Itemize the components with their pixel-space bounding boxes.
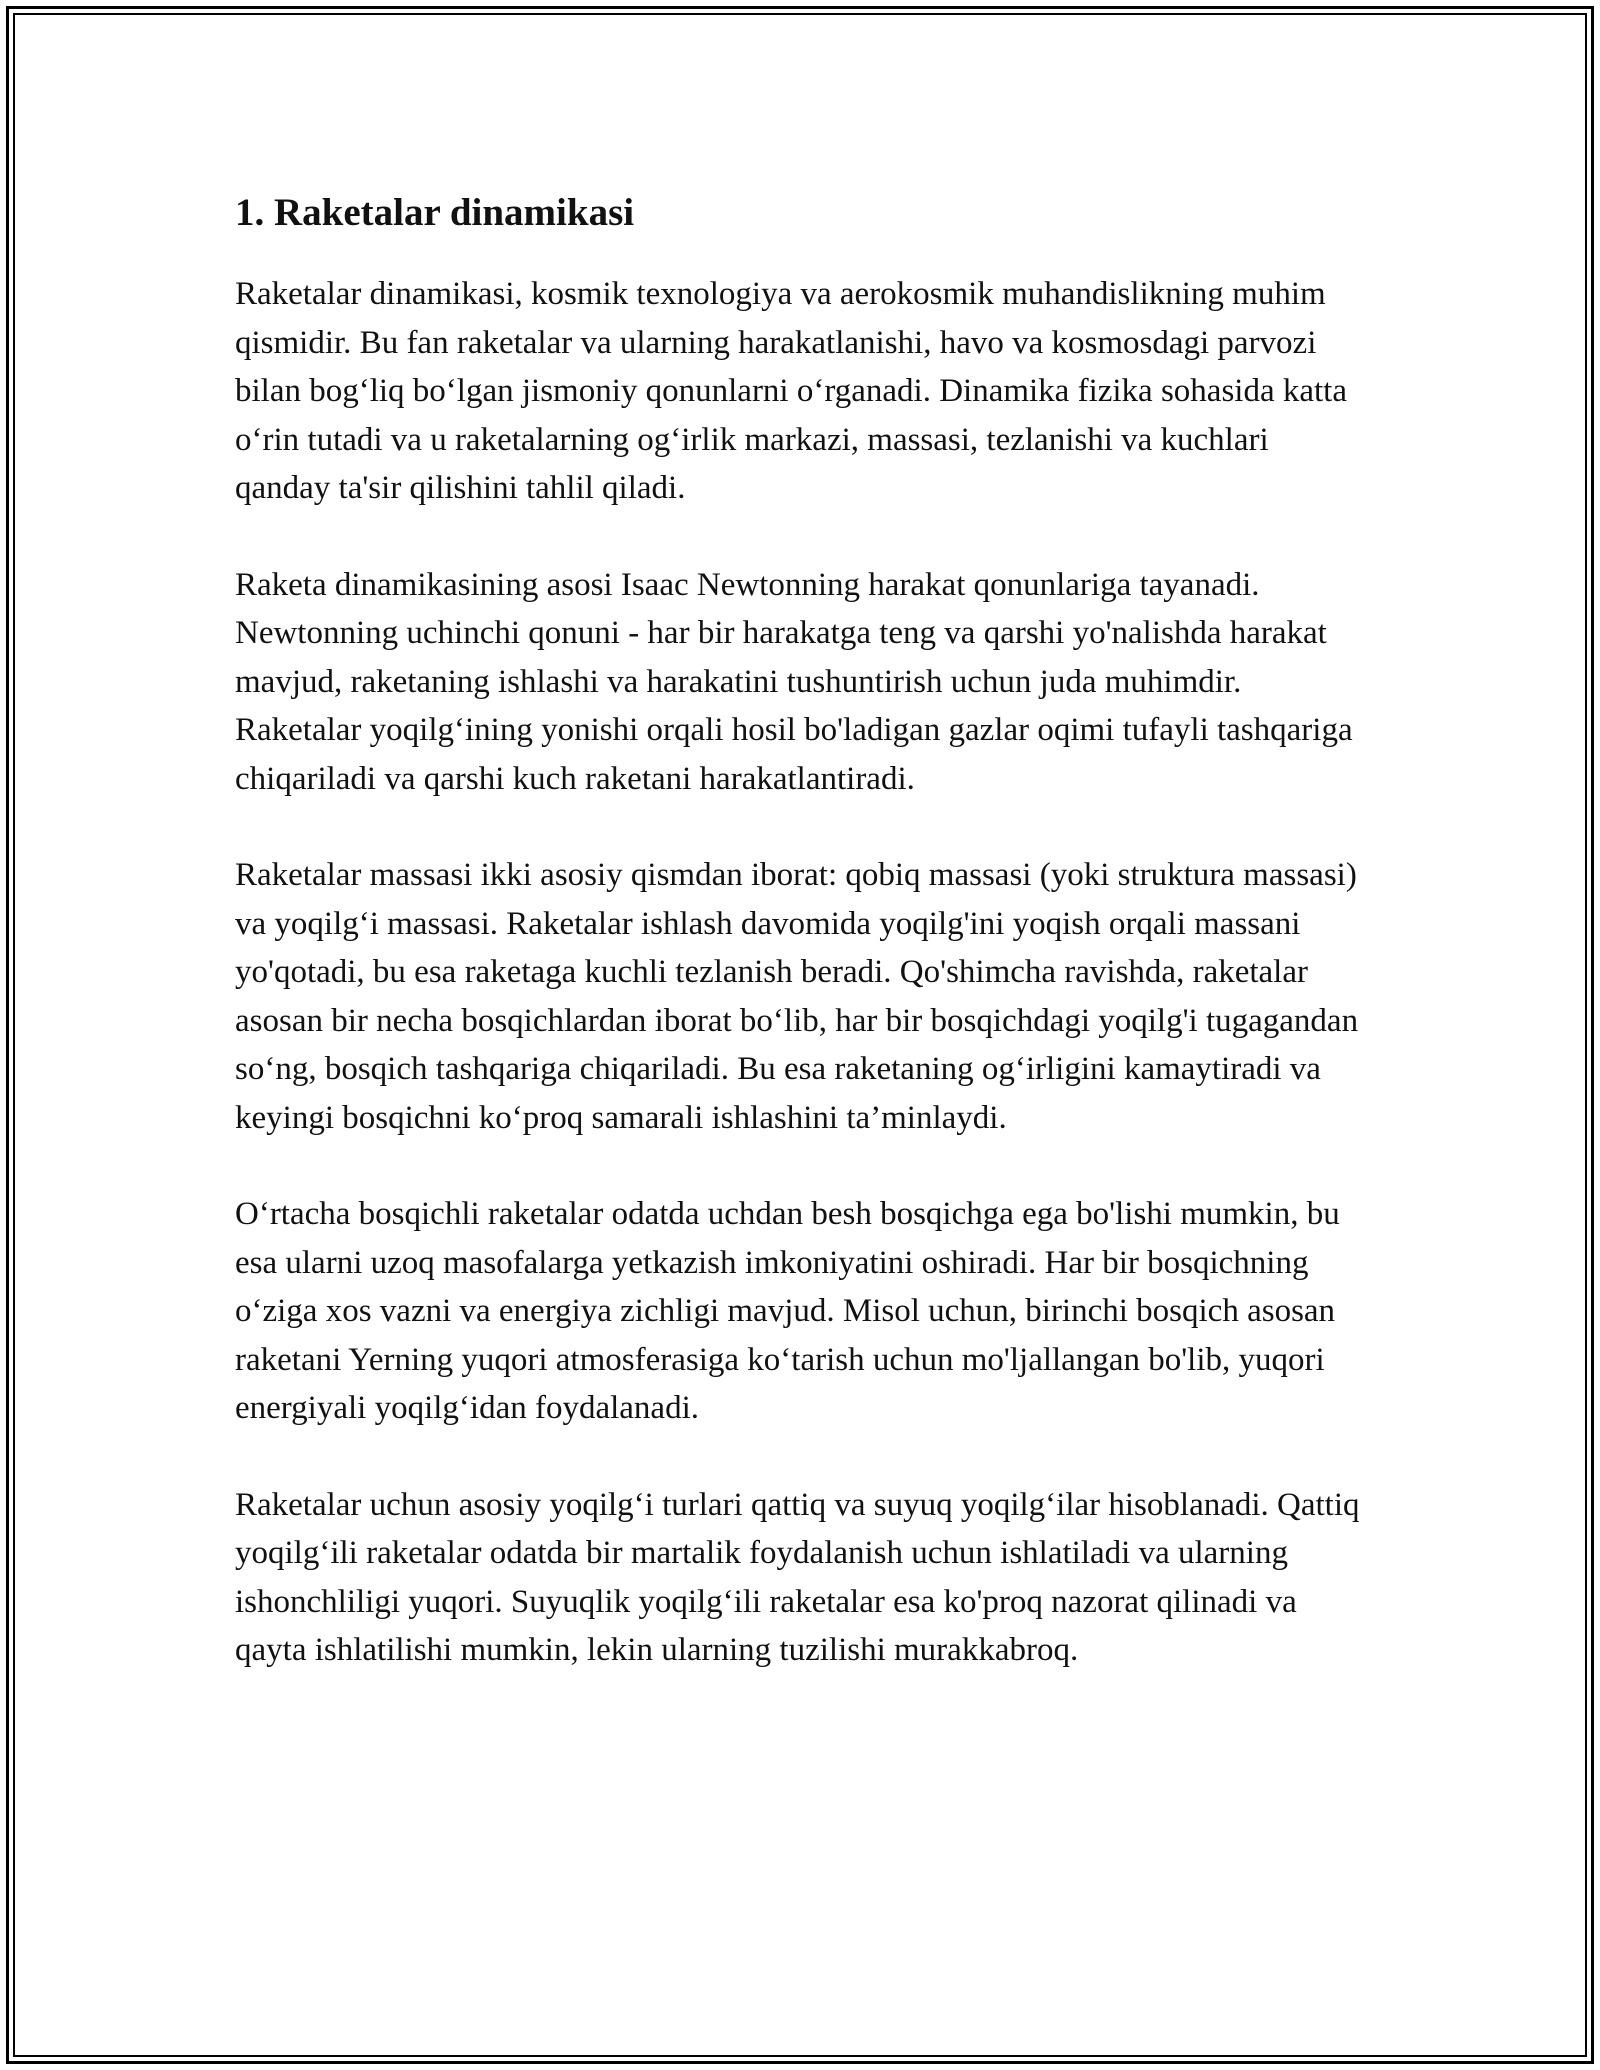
paragraph-2: Raketa dinamikasining asosi Isaac Newtonning harakat qonunlariga tayanadi. Newtonning uchinchi qonuni - har bir harakatga teng va qarshi yo'nalishda harakat mavjud, raketaning ishlashi va harakatini tushuntirish uchun juda muhimdir. Raketalar yoqilg‘ining yonishi orqali hosil bo'ladigan gazlar oqimi tufayli tashqariga chiqariladi va qarshi kuch raketani harakatlantiradi.	[235, 566, 1353, 797]
section-heading: 1. Raketalar dinamikasi	[235, 191, 635, 234]
paragraph-4: O‘rtacha bosqichli raketalar odatda uchdan besh bosqichga ega bo'lishi mumkin, bu esa ularni uzoq masofalarga yetkazish imkoniyatini oshiradi. Har bir bosqichning o‘ziga xos vazni va energiya zichligi mavjud. Misol uchun, birinchi bosqich asosan raketani Yerning yuqori atmosferasiga ko‘tarish uchun mo'ljallangan bo'lib, yuqori energiyali yoqilg‘idan foydalanadi.	[235, 1196, 1340, 1426]
document-body	[235, 186, 1370, 1723]
paragraph-5: Raketalar uchun asosiy yoqilg‘i turlari qattiq va suyuq yoqilg‘ilar hisoblanadi. Qattiq yoqilg‘ili raketalar odatda bir martalik foydalanish uchun ishlatiladi va ularning ishonchliligi yuqori. Suyuqlik yoqilg‘ili raketalar esa ko'proq nazorat qilinadi va qayta ishlatilishi mumkin, lekin ularning tuzilishi murakkabroq.	[235, 1486, 1360, 1668]
paragraph-3: Raketalar massasi ikki asosiy qismdan iborat: qobiq massasi (yoki struktura massasi) va yoqilg‘i massasi. Raketalar ishlash davomida yoqilg'ini yoqish orqali massani yo'qotadi, bu esa raketaga kuchli tezlanish beradi. Qo'shimcha ravishda, raketalar asosan bir necha bosqichlardan iborat bo‘lib, har bir bosqichdagi yoqilg'i tugagandan so‘ng, bosqich tashqariga chiqariladi. Bu esa raketaning og‘irligini kamaytiradi va keyingi bosqichni ko‘proq samarali ishlashini ta’minlaydi.	[235, 857, 1359, 1136]
paragraph-1: Raketalar dinamikasi, kosmik texnologiya va aerokosmik muhandislikning muhim qismidir. Bu fan raketalar va ularning harakatlanishi, havo va kosmosdagi parvozi bilan bog‘liq bo‘lgan jismoniy qonunlarni o‘rganadi. Dinamika fizika sohasida katta o‘rin tutadi va u raketalarning og‘irlik markazi, massasi, tezlanishi va kuchlari qanday ta'sir qilishini tahlil qiladi.	[235, 276, 1347, 506]
